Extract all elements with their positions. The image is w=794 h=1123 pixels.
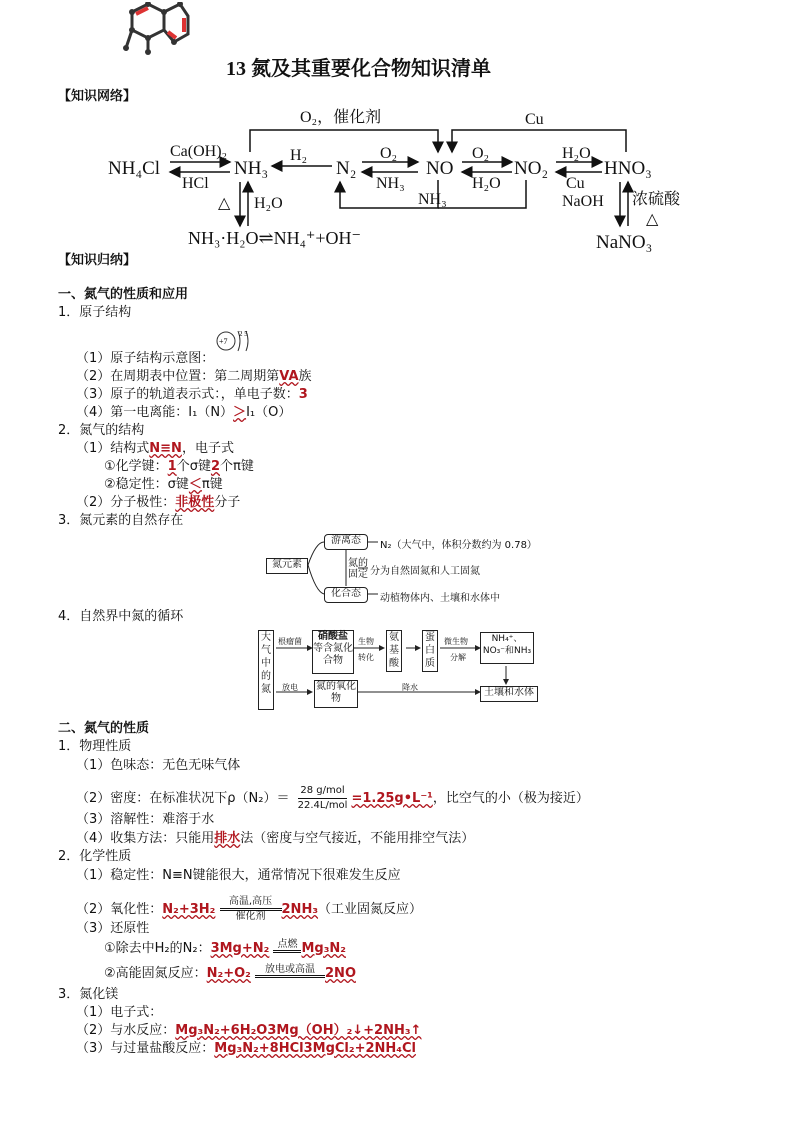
s1-p2-1d-e: 个π键: [220, 459, 254, 474]
no-label: NO: [426, 158, 454, 179]
top-label-right: Cu: [525, 111, 544, 128]
haber-condition: [220, 896, 282, 923]
cycle-bio: 生物: [358, 637, 374, 646]
s1-p2-2: [76, 494, 240, 512]
s2-p2-3b-a: ②高能固氮反应：: [104, 966, 207, 981]
s1-p1: 1．原子结构: [58, 305, 132, 320]
cycle-protein: 蛋白质: [422, 630, 438, 672]
s1-p2: 2．氮气的结构: [58, 423, 145, 438]
n2-label: N₂: [336, 158, 357, 179]
s1-heading: 一、氮气的性质和应用: [58, 287, 189, 302]
s1-p3: 3．氮元素的自然存在: [58, 513, 184, 528]
section-network: 【知识网络】: [58, 89, 137, 104]
s1-p1-3a: （3）原子的轨道表示式：，单电子数：: [76, 387, 299, 402]
cycle-air: 大气中的氮: [258, 630, 274, 710]
s1-p2-1e-c: π键: [201, 477, 223, 492]
s1-p2-1d: [104, 458, 254, 476]
s1-p1-3b: 3: [298, 387, 308, 402]
s2-p3-2: [76, 1022, 421, 1040]
equilibrium-label: NH₃·H₂O⇌NH₄⁺+OH⁻: [188, 228, 362, 248]
s2-p2-3a-c: Mg₃N₂: [301, 941, 346, 956]
s2-p2-2d: （工业固氮反应）: [318, 902, 423, 917]
s1-p4: 4．自然界中氮的循环: [58, 609, 184, 624]
s2-p2: 2．化学性质: [58, 849, 132, 864]
frac-num: 28 g/mol: [298, 784, 348, 799]
s1-p2-1e: [104, 476, 223, 494]
nh3-bottom-label: NH₃: [418, 191, 447, 208]
s2-p1-4a: （4）收集方法：只能用: [76, 831, 215, 846]
s1-p1-3: [76, 386, 308, 404]
s2-p3-1: （1）电子式：: [76, 1005, 163, 1020]
existence-free: 游离态: [324, 534, 368, 550]
s2-p1-4: [76, 830, 474, 848]
s1-p1-2b: VA: [279, 369, 299, 384]
o2-arrow-label: O₂: [380, 145, 398, 162]
s2-p2-2a: （2）氧化性：: [76, 902, 163, 917]
cycle-oxides: 氮的氧化物: [314, 680, 358, 708]
existence-fixation: 氮的固定: [348, 558, 368, 580]
s1-p1-4: [76, 404, 291, 422]
s1-p2-2c: 分子: [214, 495, 241, 510]
existence-combined-desc: 动植物体内、土壤和水体中: [380, 593, 500, 604]
s1-p1-4c: I₁（O）: [246, 405, 292, 420]
s1-p2-1d-d: 2: [210, 459, 220, 474]
conc-h2so4-label: 浓硫酸: [632, 191, 681, 208]
nh4cl-label: NH₄Cl: [108, 158, 161, 179]
s2-p2-1: （1）稳定性：N≡N键能很大，通常情况下很难发生反应: [76, 868, 401, 883]
h2o-arrow-label: H₂O: [472, 175, 501, 192]
h2o-arrow2-label: H₂O: [562, 145, 591, 162]
cycle-nitrate: 硝酸盐: [318, 631, 348, 642]
s1-p2-1d-a: ①化学键：: [104, 459, 168, 474]
s1-p2-1d-b: 1: [167, 459, 177, 474]
cycle-rain: 降水: [402, 683, 418, 692]
nitrogen-cycle-diagram: [256, 628, 544, 712]
s2-p2-3b-b: N₂+O₂: [206, 966, 251, 981]
existence-free-desc: N₂（大气中，体积分数约为 0.78）: [380, 540, 537, 551]
nano3-label: NaNO₃: [596, 232, 653, 253]
naoh-label: NaOH: [562, 193, 604, 210]
s1-p1-2: [76, 368, 312, 386]
existence-center: 氮元素: [266, 558, 308, 574]
cycle-conversion: 转化: [358, 653, 374, 662]
s2-p3-2b: Mg₃N₂+6H₂O3Mg（OH）₂↓+2NH₃↑: [175, 1023, 422, 1038]
section-summary: 【知识归纳】: [58, 253, 137, 268]
s2-p1-4b: 排水: [214, 831, 241, 846]
s1-p2-2b: 非极性: [175, 495, 215, 510]
haber-cond-bot: 催化剂: [235, 911, 266, 922]
s2-p3-3a: （3）与过量盐酸反应：: [76, 1041, 215, 1056]
s1-p1-2a: （2）在周期表中位置：第二周期第: [76, 369, 280, 384]
s1-p2-1e-b: ＜: [188, 477, 202, 492]
s1-p2-1: [76, 440, 234, 458]
s1-p1-1: （1）原子结构示意图：: [76, 351, 215, 366]
naphthalene-logo: [118, 2, 194, 58]
s2-p1-2c: ，比空气的小（极为接近）: [432, 791, 589, 806]
s2-p1-1: （1）色味态：无色无味气体: [76, 758, 241, 773]
cycle-ions: NH₄⁺、NO₃⁻和NH₃: [480, 632, 534, 664]
s2-p2-3a-a: ①除去中H₂的N₂：: [104, 941, 211, 956]
s2-p1-2: [76, 784, 589, 813]
delta-left-label: △: [218, 195, 231, 212]
cycle-discharge: 放电: [282, 683, 298, 692]
s1-p2-1c: ，电子式: [181, 441, 234, 456]
cycle-nitrogen-compounds: 等含氮化合物: [313, 643, 353, 666]
no-condition: 放电或高温: [255, 965, 325, 978]
cycle-nitrate-box: [312, 630, 354, 674]
cycle-soil: 土壤和水体: [480, 686, 538, 702]
nitrogen-network-diagram: [100, 100, 700, 260]
s1-p1-4b: ＞: [233, 405, 247, 420]
atom-shells: 2 5: [239, 330, 248, 338]
s2-p3-3b: Mg₃N₂+8HCl3MgCl₂+2NH₄Cl: [214, 1041, 416, 1056]
mg-condition: 点燃: [273, 940, 301, 953]
s2-p1: 1．物理性质: [58, 739, 132, 754]
page-title: 13 氮及其重要化合物知识清单: [226, 58, 491, 80]
h2-arrow-label: H₂: [290, 147, 308, 164]
hno3-label: HNO₃: [604, 158, 652, 179]
hcl-label: HCl: [182, 175, 209, 192]
cycle-amino: 氨基酸: [386, 630, 402, 672]
s1-p1-4a: （4）第一电离能：I₁（N）: [76, 405, 234, 420]
frac-den: 22.4L/mol: [297, 800, 348, 811]
haber-cond-top: 高温,高压: [220, 896, 282, 911]
s2-p2-2c: 2NH₃: [281, 902, 319, 917]
density-fraction: [298, 784, 348, 813]
s1-p1-2c: 族: [298, 369, 312, 384]
caoh2-label: Ca(OH)₂: [170, 143, 228, 160]
s2-p3-3: [76, 1040, 416, 1058]
s2-p1-4c: 法（密度与空气接近，不能用排空气法）: [240, 831, 475, 846]
nh3-label: NH₃: [234, 158, 269, 179]
s1-p2-1b: N≡N: [149, 441, 182, 456]
s2-p3: 3．氮化镁: [58, 987, 119, 1002]
s2-p1-2a: （2）密度：在标准状况下ρ（N₂）＝: [76, 791, 290, 806]
s2-p2-2b: N₂+3H₂: [162, 902, 216, 917]
cu-arrow-label: Cu: [566, 175, 585, 192]
cycle-decompose: 分解: [450, 653, 466, 662]
top-label-left: O₂，催化剂: [300, 109, 382, 126]
atom-nucleus: +7: [219, 337, 228, 346]
s2-p2-3a: [104, 940, 346, 958]
s1-p2-1a: （1）结构式: [76, 441, 150, 456]
s2-p3-2a: （2）与水反应：: [76, 1023, 176, 1038]
s1-p2-2a: （2）分子极性：: [76, 495, 176, 510]
s2-p1-3: （3）溶解性：难溶于水: [76, 812, 215, 827]
s2-p2-3b: [104, 965, 356, 983]
existence-combined: 化合态: [324, 587, 368, 603]
cycle-microbe: 微生物: [444, 637, 468, 646]
existence-fixation-desc: 分为自然固氮和人工固氮: [370, 566, 480, 577]
s2-p2-2: [76, 896, 422, 923]
s2-p2-3a-b: 3Mg+N₂: [210, 941, 270, 956]
s1-p2-1d-c: 个σ键: [176, 459, 211, 474]
existence-diagram: [262, 528, 552, 608]
s1-p2-1e-a: ②稳定性：σ键: [104, 477, 189, 492]
no2-label: NO₂: [514, 158, 549, 179]
h2o-vertical-label: H₂O: [254, 195, 283, 212]
o2-arrow2-label: O₂: [472, 145, 490, 162]
s2-p2-3: （3）还原性: [76, 921, 150, 936]
atom-structure-diagram: [214, 328, 258, 354]
delta-right-label: △: [646, 211, 659, 228]
s2-heading: 二、氮气的性质: [58, 721, 150, 736]
s2-p2-3b-c: 2NO: [325, 966, 356, 981]
cycle-root: 根瘤菌: [278, 637, 302, 646]
nh3-arrow-label: NH₃: [376, 175, 405, 192]
s2-p1-2b: =1.25g•L⁻¹: [351, 791, 433, 806]
